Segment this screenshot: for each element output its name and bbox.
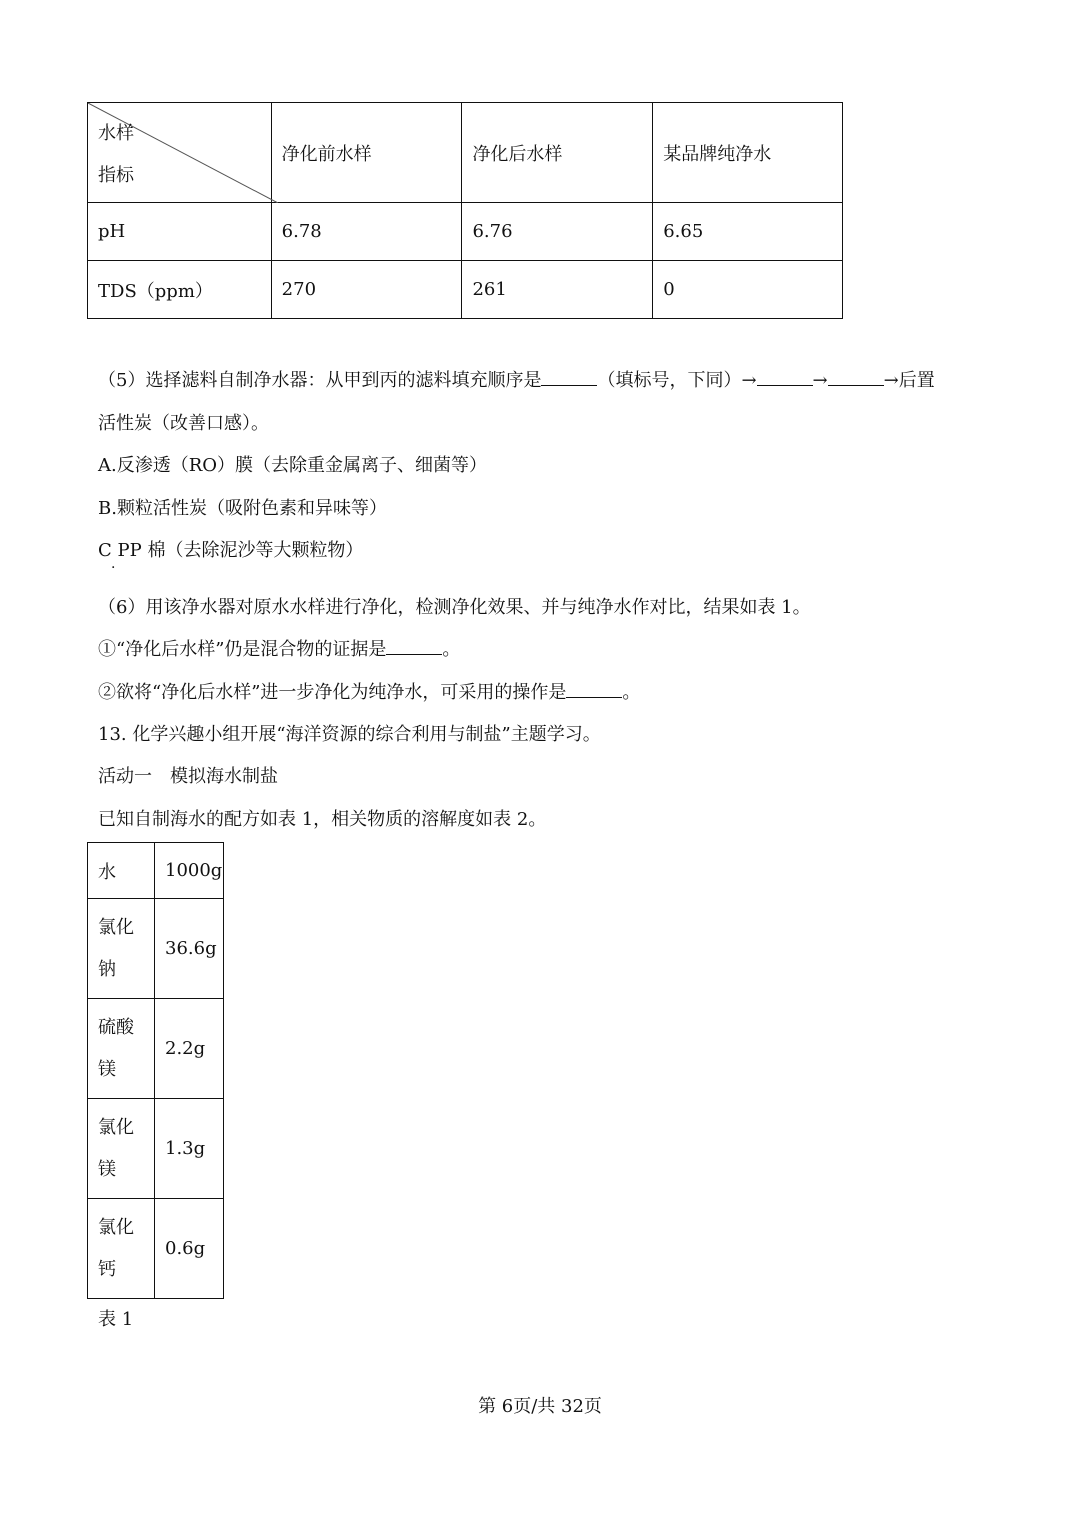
substance-cell (88, 1199, 155, 1299)
substance-name: 硫酸 镁 (98, 1016, 134, 1080)
substance-name: 氯化 钙 (98, 1216, 134, 1280)
substance-name: 氯化 钠 (98, 916, 134, 980)
seawater-recipe-table (87, 842, 224, 1299)
water-quality-table (87, 102, 843, 319)
table-row (88, 999, 224, 1099)
column-header: 净化后水样 (462, 103, 653, 203)
table-row (88, 1099, 224, 1199)
table-header-row (88, 103, 843, 203)
amount-cell: 0.6g (155, 1199, 224, 1299)
q5-note: （填标号，下同）→ (597, 370, 757, 391)
activity-heading: 活动一 模拟海水制盐 (98, 766, 278, 787)
substance-name: 氯化 镁 (98, 1116, 134, 1180)
amount-cell: 1.3g (155, 1099, 224, 1199)
page-footer: 第 6页/共 32页 (478, 1396, 602, 1417)
q6-intro: （6）用该净水器对原水水样进行净化，检测净化效果、并与纯净水作对比，结果如表 1。 (98, 597, 811, 618)
q5-tail: →后置 (883, 370, 935, 391)
option-b: B.颗粒活性炭（吸附色素和异味等） (98, 498, 387, 519)
header-indicator-label: 指标 (98, 165, 134, 186)
table-cell: 261 (462, 261, 653, 319)
table-row (88, 899, 224, 999)
table-row (88, 203, 843, 261)
period: 。 (442, 639, 461, 660)
period: 。 (622, 682, 641, 703)
answer-blank[interactable] (566, 679, 622, 698)
row-label: pH (88, 203, 272, 261)
table-cell: 6.65 (653, 203, 843, 261)
diagonal-line (88, 103, 278, 203)
stray-dot: · (111, 560, 116, 576)
substance-cell (88, 843, 155, 899)
answer-blank[interactable] (828, 367, 884, 386)
header-sample-label: 水样 (98, 123, 134, 144)
row-label: TDS（ppm） (88, 261, 272, 319)
option-c: C PP 棉（去除泥沙等大颗粒物） (98, 540, 364, 561)
table-cell: 270 (271, 261, 462, 319)
amount-cell: 1000g (155, 843, 224, 899)
q5-line2: 活性炭（改善口感）。 (98, 413, 269, 434)
table-caption: 表 1 (98, 1309, 134, 1330)
diagonal-header-cell (88, 103, 272, 203)
table-cell: 6.76 (462, 203, 653, 261)
column-header: 净化前水样 (271, 103, 462, 203)
q13-title: 13. 化学兴趣小组开展“海洋资源的综合利用与制盐”主题学习。 (98, 724, 601, 745)
arrow-text: → (812, 370, 828, 391)
substance-cell (88, 999, 155, 1099)
amount-cell: 36.6g (155, 899, 224, 999)
table-cell: 0 (653, 261, 843, 319)
q13-intro: 已知自制海水的配方如表 1，相关物质的溶解度如表 2。 (98, 809, 547, 830)
substance-cell (88, 1099, 155, 1199)
column-header: 某品牌纯净水 (653, 103, 843, 203)
table-row (88, 1199, 224, 1299)
table-row (88, 843, 224, 899)
option-a: A.反渗透（RO）膜（去除重金属离子、细菌等） (98, 455, 488, 476)
table-row (88, 261, 843, 319)
q5-line1 (98, 360, 935, 402)
q5-prompt: （5）选择滤料自制净水器：从甲到丙的滤料填充顺序是 (98, 370, 542, 391)
amount-cell: 2.2g (155, 999, 224, 1099)
q6-item1 (98, 629, 460, 671)
substance-cell (88, 899, 155, 999)
q6-item2-text: ②欲将“净化后水样”进一步净化为纯净水，可采用的操作是 (98, 682, 567, 703)
q6-item1-text: ①“净化后水样”仍是混合物的证据是 (98, 639, 387, 660)
table-cell: 6.78 (271, 203, 462, 261)
answer-blank[interactable] (386, 636, 442, 655)
q6-item2 (98, 672, 640, 714)
substance-name: 水 (98, 861, 116, 883)
answer-blank[interactable] (541, 367, 597, 386)
answer-blank[interactable] (757, 367, 813, 386)
